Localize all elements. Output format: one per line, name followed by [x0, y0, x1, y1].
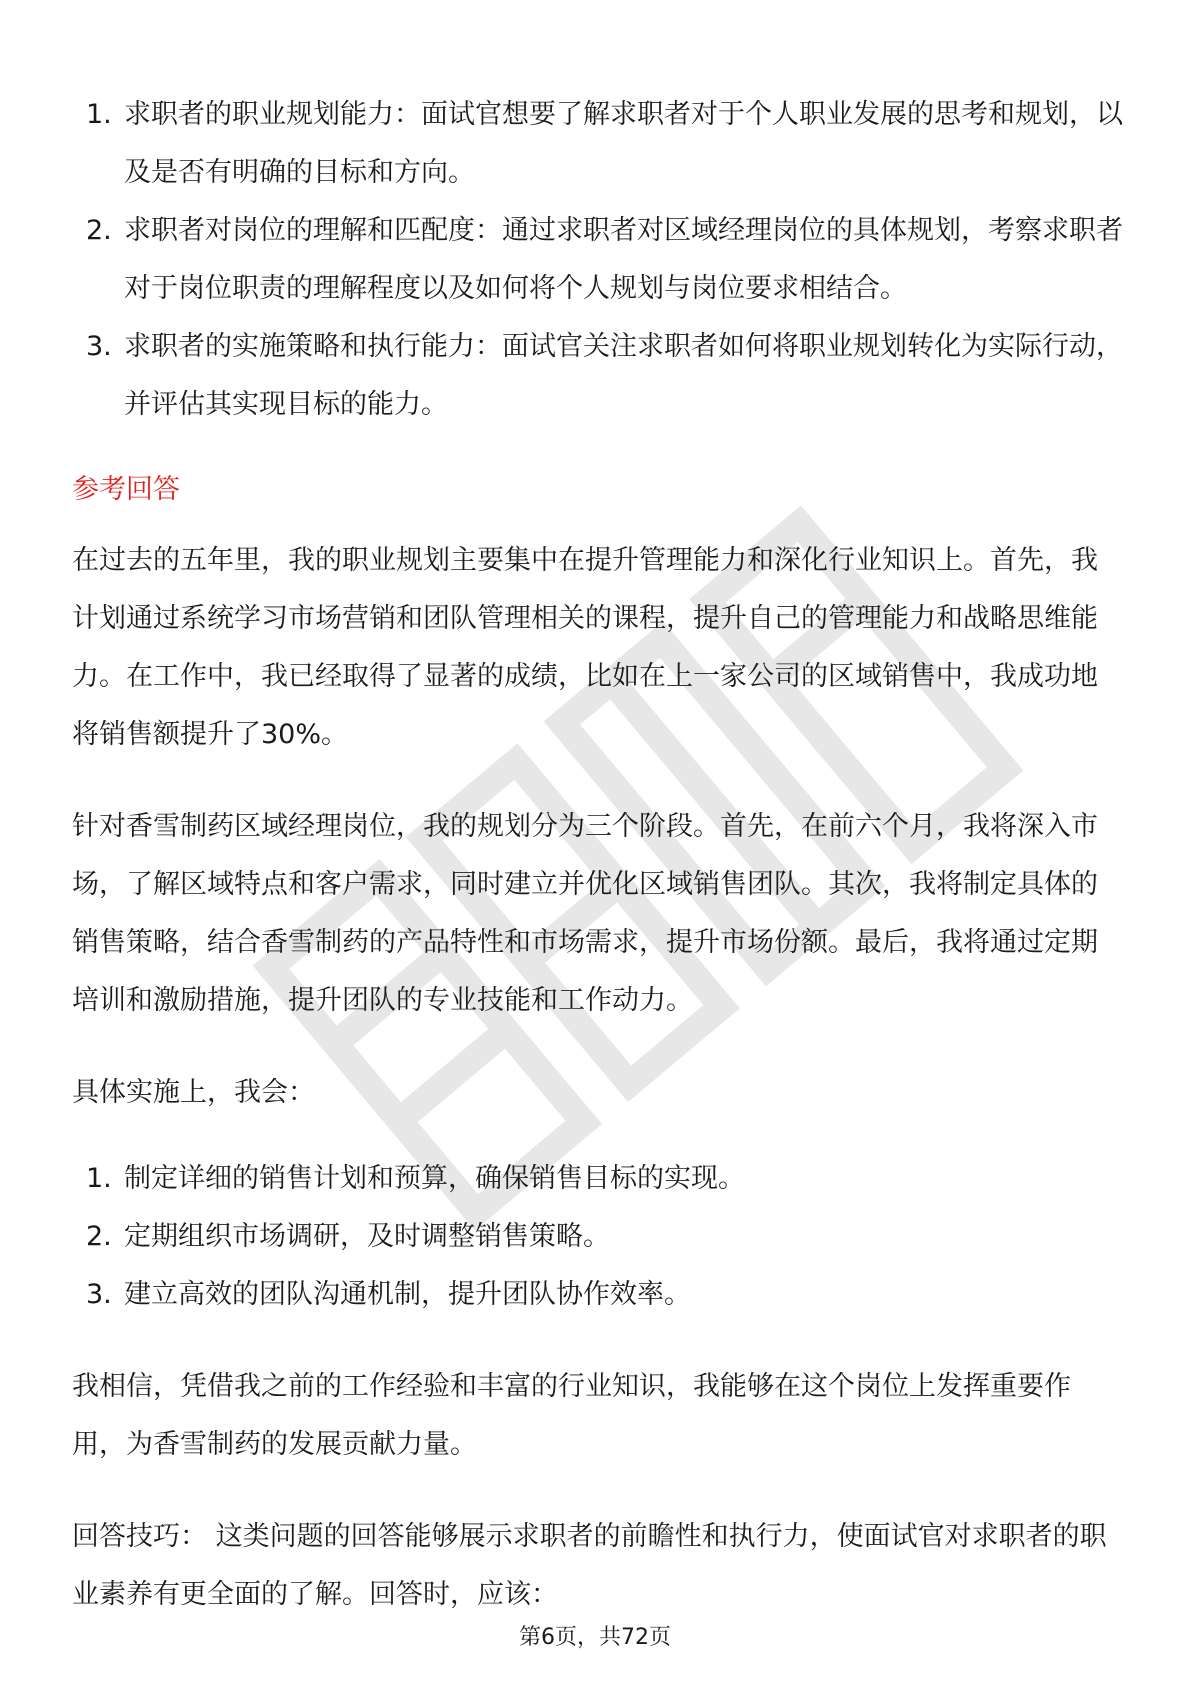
list-item	[72, 318, 1124, 434]
paragraph-tips: 回答技巧： 这类问题的回答能够展示求职者的前瞻性和执行力，使面试官对求职者的职业素养有更全面的了解。回答时，应该：	[72, 1521, 1107, 1610]
paragraph-plan: 针对香雪制药区域经理岗位，我的规划分为三个阶段。首先，在前六个月，我将深入市场，了解区域特点和客户需求，同时建立并优化区域销售团队。其次，我将制定具体的销售策略，结合香雪制药的产品特性和市场需求，提升市场份额。最后，我将通过定期培训和激励措施，提升团队的专业技能和工作动力。	[72, 811, 1098, 1016]
steps-list	[72, 1150, 1124, 1324]
list-item-text: 建立高效的团队沟通机制，提升团队协作效率。	[124, 1279, 691, 1310]
list-item-text: 制定详细的销售计划和预算，确保销售目标的实现。	[124, 1163, 745, 1194]
list-item	[72, 1150, 1124, 1208]
list-item	[72, 1266, 1124, 1324]
list-number: 3.	[86, 1279, 112, 1310]
section-title: 参考回答	[72, 474, 180, 505]
list-number: 2.	[86, 215, 112, 246]
paragraph-experience: 在过去的五年里，我的职业规划主要集中在提升管理能力和深化行业知识上。首先，我计划通过系统学习市场营销和团队管理相关的课程，提升自己的管理能力和战略思维能力。在工作中，我已经取得了显著的成绩，比如在上一家公司的区域销售中，我成功地将销售额提升了30%。	[72, 545, 1098, 750]
list-number: 3.	[86, 331, 112, 362]
page-number: 第6页，共72页	[519, 1625, 671, 1650]
list-item	[72, 86, 1124, 202]
page-content	[72, 86, 1124, 1624]
list-item	[72, 202, 1124, 318]
list-number: 2.	[86, 1221, 112, 1252]
list-item-text: 求职者的实施策略和执行能力：面试官关注求职者如何将职业规划转化为实际行动，并评估其实现目标的能力。	[124, 331, 1123, 420]
list-item-text: 求职者的职业规划能力：面试官想要了解求职者对于个人职业发展的思考和规划，以及是否有明确的目标和方向。	[124, 99, 1123, 188]
paragraph-conclusion: 我相信，凭借我之前的工作经验和丰富的行业知识，我能够在这个岗位上发挥重要作用，为香雪制药的发展贡献力量。	[72, 1371, 1071, 1460]
list-item-text: 定期组织市场调研，及时调整销售策略。	[124, 1221, 610, 1252]
intro-list	[72, 86, 1124, 434]
list-item	[72, 1208, 1124, 1266]
list-item-text: 求职者对岗位的理解和匹配度：通过求职者对区域经理岗位的具体规划，考察求职者对于岗位职责的理解程度以及如何将个人规划与岗位要求相结合。	[124, 215, 1123, 304]
list-number: 1.	[86, 1163, 112, 1194]
list-number: 1.	[86, 99, 112, 130]
paragraph-implementation-intro: 具体实施上，我会：	[72, 1077, 315, 1108]
